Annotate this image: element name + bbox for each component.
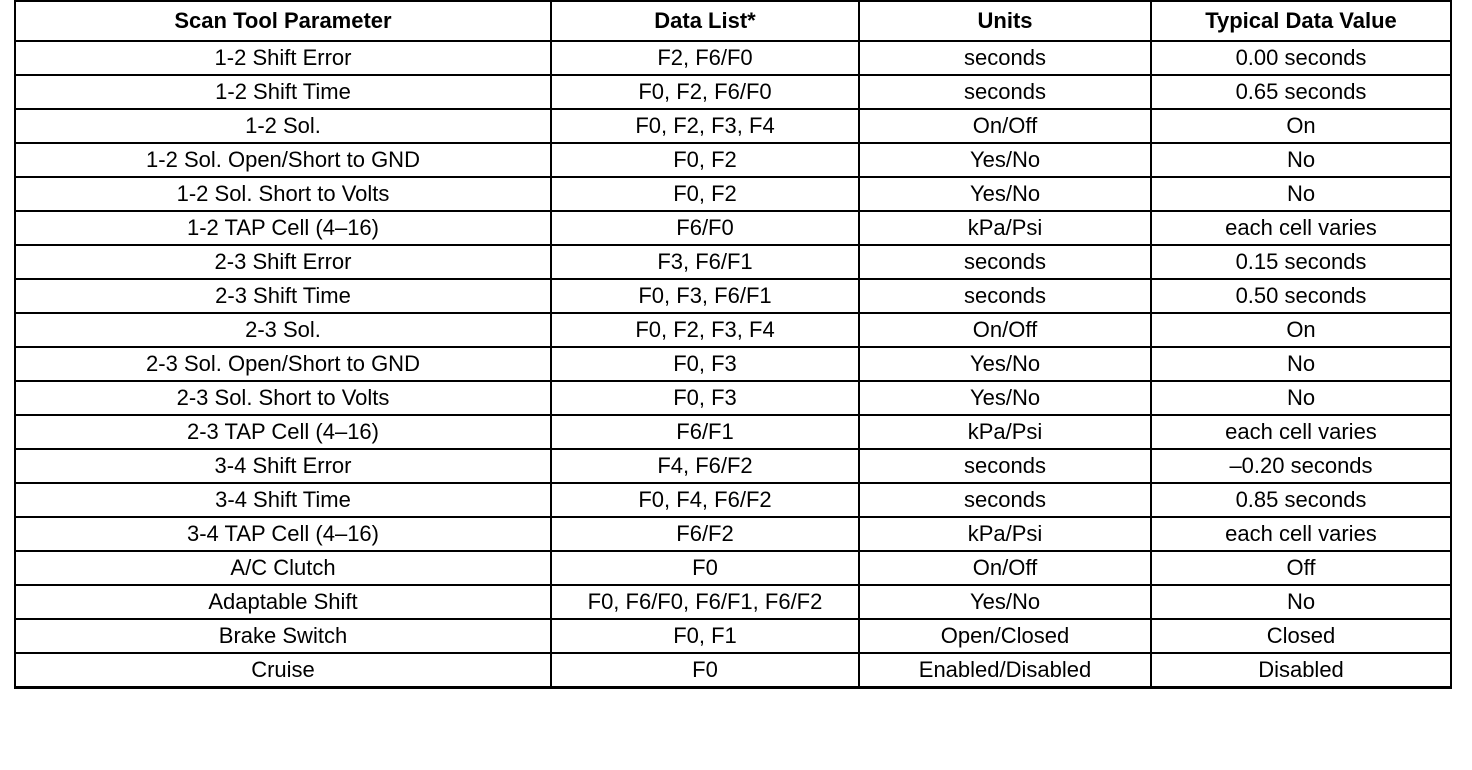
cell-scan-tool-parameter: 1-2 Sol. Short to Volts	[15, 177, 551, 211]
cell-typical-data-value: each cell varies	[1151, 211, 1451, 245]
cell-typical-data-value: each cell varies	[1151, 517, 1451, 551]
cell-data-list: F0	[551, 653, 859, 688]
table-row	[15, 143, 1451, 177]
cell-units: kPa/Psi	[859, 517, 1151, 551]
cell-units: Yes/No	[859, 177, 1151, 211]
header-scan-tool-parameter: Scan Tool Parameter	[15, 1, 551, 41]
cell-typical-data-value: 0.15 seconds	[1151, 245, 1451, 279]
cell-data-list: F0, F2, F3, F4	[551, 109, 859, 143]
cell-scan-tool-parameter: Adaptable Shift	[15, 585, 551, 619]
cell-units: seconds	[859, 449, 1151, 483]
cell-data-list: F0	[551, 551, 859, 585]
cell-units: Yes/No	[859, 143, 1151, 177]
cell-data-list: F0, F3, F6/F1	[551, 279, 859, 313]
table-row	[15, 177, 1451, 211]
cell-scan-tool-parameter: Cruise	[15, 653, 551, 688]
header-data-list: Data List*	[551, 1, 859, 41]
table-row	[15, 483, 1451, 517]
cell-scan-tool-parameter: 1-2 Sol. Open/Short to GND	[15, 143, 551, 177]
cell-units: seconds	[859, 41, 1151, 75]
table-row	[15, 347, 1451, 381]
table-row	[15, 381, 1451, 415]
cell-data-list: F0, F2, F3, F4	[551, 313, 859, 347]
cell-scan-tool-parameter: 2-3 Sol. Short to Volts	[15, 381, 551, 415]
table-row	[15, 415, 1451, 449]
table-row	[15, 619, 1451, 653]
header-units: Units	[859, 1, 1151, 41]
table-row	[15, 585, 1451, 619]
cell-typical-data-value: Disabled	[1151, 653, 1451, 688]
cell-data-list: F0, F1	[551, 619, 859, 653]
table-row	[15, 211, 1451, 245]
header-typical-data-value: Typical Data Value	[1151, 1, 1451, 41]
cell-units: seconds	[859, 245, 1151, 279]
cell-units: seconds	[859, 279, 1151, 313]
cell-typical-data-value: No	[1151, 177, 1451, 211]
cell-typical-data-value: No	[1151, 347, 1451, 381]
table-header-row	[15, 1, 1451, 41]
cell-typical-data-value: No	[1151, 143, 1451, 177]
cell-scan-tool-parameter: Brake Switch	[15, 619, 551, 653]
cell-data-list: F6/F2	[551, 517, 859, 551]
cell-units: On/Off	[859, 109, 1151, 143]
cell-typical-data-value: On	[1151, 313, 1451, 347]
cell-scan-tool-parameter: 2-3 Shift Time	[15, 279, 551, 313]
cell-data-list: F2, F6/F0	[551, 41, 859, 75]
table-row	[15, 517, 1451, 551]
scan-tool-data-table	[14, 0, 1452, 689]
cell-data-list: F3, F6/F1	[551, 245, 859, 279]
cell-units: Yes/No	[859, 381, 1151, 415]
cell-typical-data-value: No	[1151, 381, 1451, 415]
cell-scan-tool-parameter: 2-3 TAP Cell (4–16)	[15, 415, 551, 449]
table-row	[15, 551, 1451, 585]
table-row	[15, 109, 1451, 143]
cell-data-list: F0, F2, F6/F0	[551, 75, 859, 109]
cell-scan-tool-parameter: 1-2 Shift Error	[15, 41, 551, 75]
cell-scan-tool-parameter: 3-4 TAP Cell (4–16)	[15, 517, 551, 551]
cell-units: seconds	[859, 483, 1151, 517]
cell-typical-data-value: 0.85 seconds	[1151, 483, 1451, 517]
cell-data-list: F0, F3	[551, 381, 859, 415]
cell-data-list: F0, F3	[551, 347, 859, 381]
cell-data-list: F0, F2	[551, 143, 859, 177]
scan-tool-data-table-container	[14, 0, 1450, 689]
cell-units: kPa/Psi	[859, 211, 1151, 245]
cell-data-list: F6/F1	[551, 415, 859, 449]
cell-scan-tool-parameter: 1-2 Shift Time	[15, 75, 551, 109]
table-row	[15, 653, 1451, 688]
cell-units: Yes/No	[859, 585, 1151, 619]
cell-typical-data-value: On	[1151, 109, 1451, 143]
cell-units: On/Off	[859, 313, 1151, 347]
cell-units: Open/Closed	[859, 619, 1151, 653]
cell-typical-data-value: each cell varies	[1151, 415, 1451, 449]
cell-scan-tool-parameter: 2-3 Sol.	[15, 313, 551, 347]
cell-data-list: F0, F4, F6/F2	[551, 483, 859, 517]
cell-data-list: F4, F6/F2	[551, 449, 859, 483]
cell-typical-data-value: 0.50 seconds	[1151, 279, 1451, 313]
cell-data-list: F0, F6/F0, F6/F1, F6/F2	[551, 585, 859, 619]
cell-typical-data-value: –0.20 seconds	[1151, 449, 1451, 483]
cell-units: seconds	[859, 75, 1151, 109]
table-row	[15, 41, 1451, 75]
cell-typical-data-value: No	[1151, 585, 1451, 619]
cell-units: kPa/Psi	[859, 415, 1151, 449]
cell-units: Enabled/Disabled	[859, 653, 1151, 688]
table-row	[15, 313, 1451, 347]
cell-data-list: F6/F0	[551, 211, 859, 245]
cell-units: Yes/No	[859, 347, 1151, 381]
cell-typical-data-value: Off	[1151, 551, 1451, 585]
cell-scan-tool-parameter: 2-3 Shift Error	[15, 245, 551, 279]
cell-typical-data-value: Closed	[1151, 619, 1451, 653]
cell-scan-tool-parameter: 1-2 Sol.	[15, 109, 551, 143]
table-row	[15, 279, 1451, 313]
table-row	[15, 75, 1451, 109]
cell-typical-data-value: 0.65 seconds	[1151, 75, 1451, 109]
cell-scan-tool-parameter: A/C Clutch	[15, 551, 551, 585]
cell-scan-tool-parameter: 2-3 Sol. Open/Short to GND	[15, 347, 551, 381]
table-row	[15, 449, 1451, 483]
table-row	[15, 245, 1451, 279]
cell-data-list: F0, F2	[551, 177, 859, 211]
cell-typical-data-value: 0.00 seconds	[1151, 41, 1451, 75]
cell-scan-tool-parameter: 3-4 Shift Error	[15, 449, 551, 483]
cell-units: On/Off	[859, 551, 1151, 585]
table-body	[15, 41, 1451, 688]
cell-scan-tool-parameter: 3-4 Shift Time	[15, 483, 551, 517]
cell-scan-tool-parameter: 1-2 TAP Cell (4–16)	[15, 211, 551, 245]
